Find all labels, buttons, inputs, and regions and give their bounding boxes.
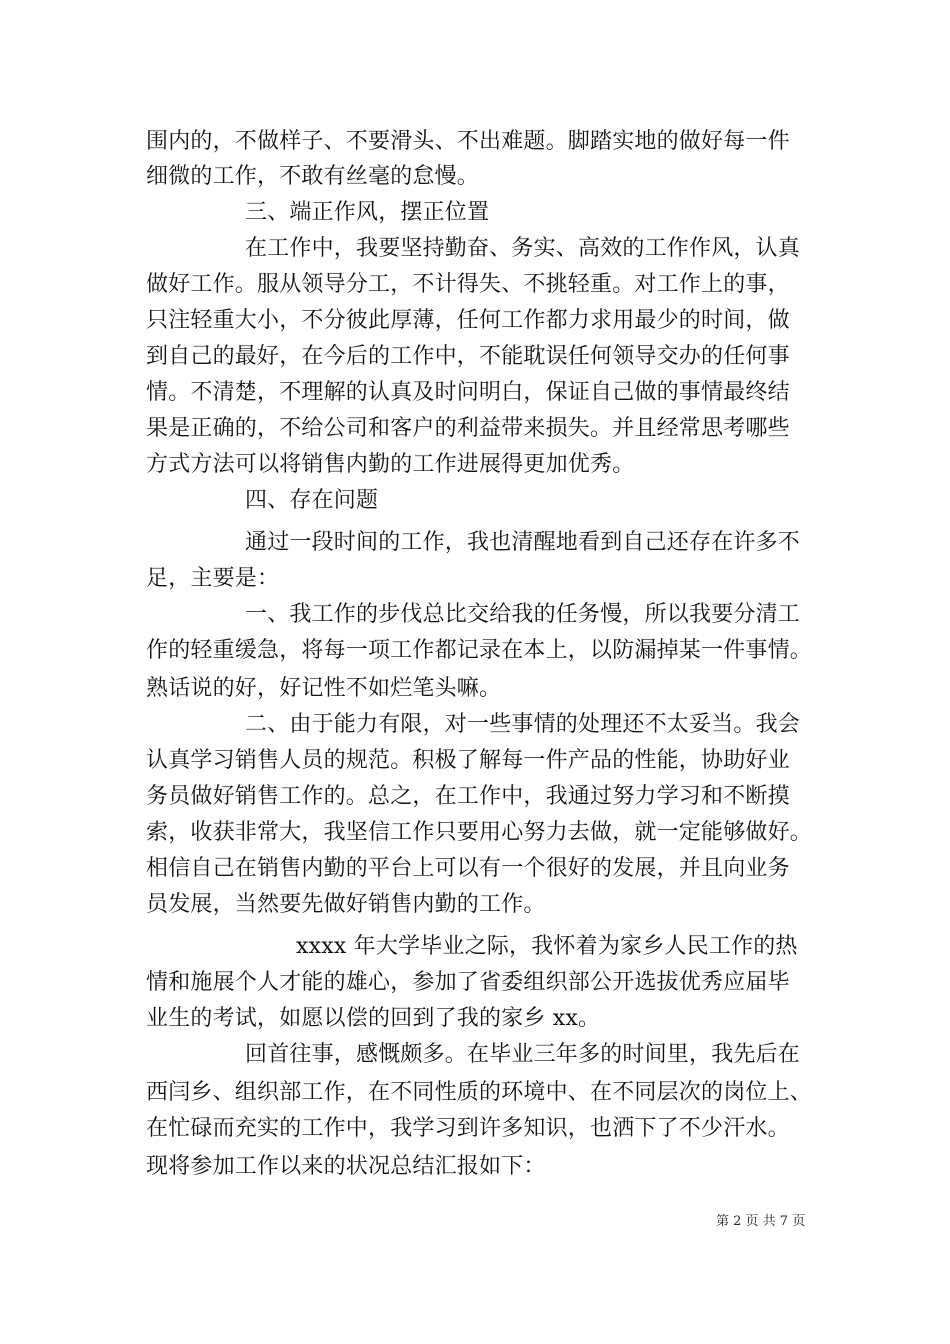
text-line: 二、由于能力有限，对一些事情的处理还不太妥当。我会 (245, 712, 801, 737)
section-heading: 三、端正作风，摆正位置 (245, 200, 490, 225)
text-line: 索，收获非常大，我坚信工作只要用心努力去做，就一定能够做好。 (146, 820, 813, 845)
page-number: 第 2 页 共 7 页 (716, 1214, 806, 1229)
text-line: 细微的工作，不敢有丝毫的怠慢。 (146, 164, 480, 189)
text-line: 情和施展个人才能的雄心，参加了省委组织部公开选拔优秀应届毕 (146, 970, 790, 995)
text-line: 务员做好销售工作的。总之，在工作中，我通过努力学习和不断摸 (146, 784, 790, 809)
text-line: 足，主要是： (146, 566, 280, 591)
text-line: xxxx 年大学毕业之际，我怀着为家乡人民工作的热 (296, 934, 798, 959)
text-line: 到自己的最好，在今后的工作中，不能耽误任何领导交办的任何事 (146, 344, 790, 369)
text-line: 情。不清楚，不理解的认真及时问明白，保证自己做的事情最终结 (146, 380, 790, 405)
text-line: 认真学习销售人员的规范。积极了解每一件产品的性能，协助好业 (146, 748, 790, 773)
text-line: 员发展，当然要先做好销售内勤的工作。 (146, 892, 546, 917)
text-line: 西闫乡、组织部工作，在不同性质的环境中、在不同层次的岗位上、 (146, 1080, 813, 1105)
text-line: 在忙碌而充实的工作中，我学习到许多知识，也洒下了不少汗水。 (146, 1116, 790, 1141)
text-line: 围内的，不做样子、不要滑头、不出难题。脚踏实地的做好每一件 (146, 129, 790, 154)
text-line: 熟话说的好，好记性不如烂笔头嘛。 (146, 676, 502, 701)
text-line: 只注轻重大小，不分彼此厚薄，任何工作都力求用最少的时间，做 (146, 308, 790, 333)
text-line: 做好工作。服从领导分工，不计得失、不挑轻重。对工作上的事， (146, 272, 790, 297)
text-line: 业生的考试，如愿以偿的回到了我的家乡 xx。 (146, 1006, 601, 1031)
text-line: 作的轻重缓急，将每一项工作都记录在本上，以防漏掉某一件事情。 (146, 638, 813, 663)
text-line: 通过一段时间的工作，我也清醒地看到自己还存在许多不 (245, 530, 801, 555)
text-line: 方式方法可以将销售内勤的工作进展得更加优秀。 (146, 452, 635, 477)
text-line: 现将参加工作以来的状况总结汇报如下： (146, 1154, 546, 1179)
text-line: 相信自己在销售内勤的平台上可以有一个很好的发展，并且向业务 (146, 856, 790, 881)
text-line: 果是正确的，不给公司和客户的利益带来损失。并且经常思考哪些 (146, 416, 790, 441)
text-line: 在工作中，我要坚持勤奋、务实、高效的工作作风，认真 (245, 236, 801, 261)
text-line: 回首往事，感慨颇多。在毕业三年多的时间里，我先后在 (245, 1042, 801, 1067)
text-line: 一、我工作的步伐总比交给我的任务慢，所以我要分清工 (245, 602, 801, 627)
section-heading: 四、存在问题 (245, 488, 379, 513)
